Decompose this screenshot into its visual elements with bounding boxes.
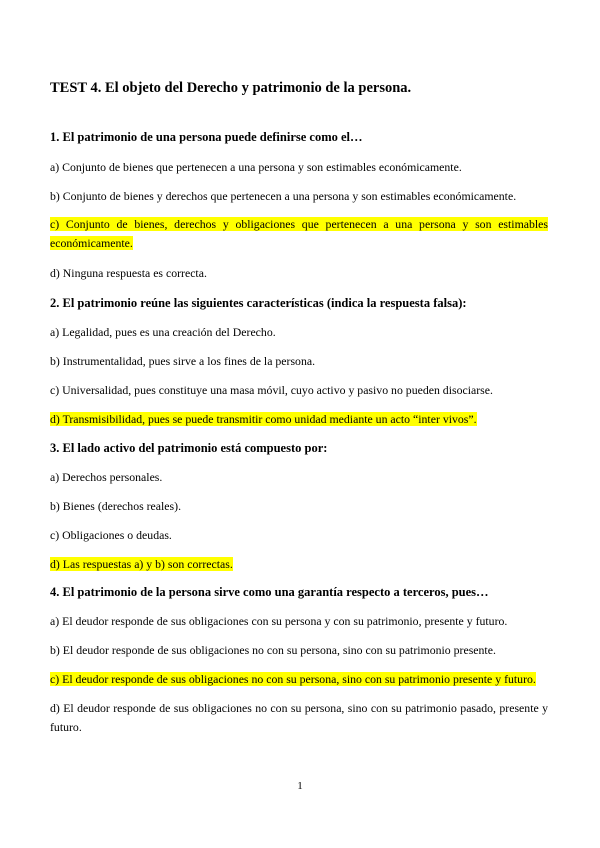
- question-1: 1. El patrimonio de una persona puede definirse como el…: [50, 130, 363, 144]
- question-3-option-a: a) Derechos personales.: [50, 470, 163, 484]
- question-3-option-b: b) Bienes (derechos reales).: [50, 499, 182, 513]
- question-2: 2. El patrimonio reúne las siguientes características (indica la respuesta falsa):: [50, 296, 467, 310]
- question-4-option-b: b) El deudor responde de sus obligaciones no con su persona, sino con su patrimonio presente.: [50, 643, 496, 657]
- question-2-option-c: c) Universalidad, pues constituye una masa móvil, cuyo activo y pasivo no pueden disociarse.: [50, 383, 493, 397]
- question-2-option-b: b) Instrumentalidad, pues sirve a los fines de la persona.: [50, 354, 316, 368]
- question-4-option-c-highlight: c) El deudor responde de sus obligaciones no con su persona, sino con su patrimonio presente y futuro.: [50, 672, 536, 686]
- page-number: 1: [297, 780, 303, 792]
- question-2-option-a: a) Legalidad, pues es una creación del Derecho.: [50, 325, 276, 339]
- question-1-option-b: b) Conjunto de bienes y derechos que pertenecen a una persona y son estimables económicamente.: [50, 189, 517, 203]
- question-3-option-c: c) Obligaciones o deudas.: [50, 528, 172, 542]
- question-4-option-c: [50, 672, 536, 686]
- question-2-option-d: [50, 412, 477, 426]
- question-1-option-c: [50, 215, 548, 253]
- question-1-option-c-highlight: c) Conjunto de bienes, derechos y obligaciones que pertenecen a una persona y son estimables económicamente.: [50, 217, 548, 250]
- question-1-option-d: d) Ninguna respuesta es correcta.: [50, 266, 207, 280]
- question-3: 3. El lado activo del patrimonio está compuesto por:: [50, 441, 328, 455]
- question-1-option-a: a) Conjunto de bienes que pertenecen a una persona y son estimables económicamente.: [50, 160, 462, 174]
- question-2-option-d-highlight: d) Transmisibilidad, pues se puede transmitir como unidad mediante un acto “inter vivos”.: [50, 412, 477, 426]
- question-3-option-d-highlight: d) Las respuestas a) y b) son correctas.: [50, 557, 233, 571]
- question-4-option-a: a) El deudor responde de sus obligaciones con su persona y con su patrimonio, presente y futuro.: [50, 614, 508, 628]
- question-4: 4. El patrimonio de la persona sirve como una garantía respecto a terceros, pues…: [50, 585, 489, 599]
- test-title: TEST 4. El objeto del Derecho y patrimonio de la persona.: [50, 80, 412, 96]
- question-3-option-d: [50, 557, 233, 571]
- question-4-option-d: d) El deudor responde de sus obligaciones no con su persona, sino con su patrimonio pasado, presente y futuro.: [50, 701, 548, 734]
